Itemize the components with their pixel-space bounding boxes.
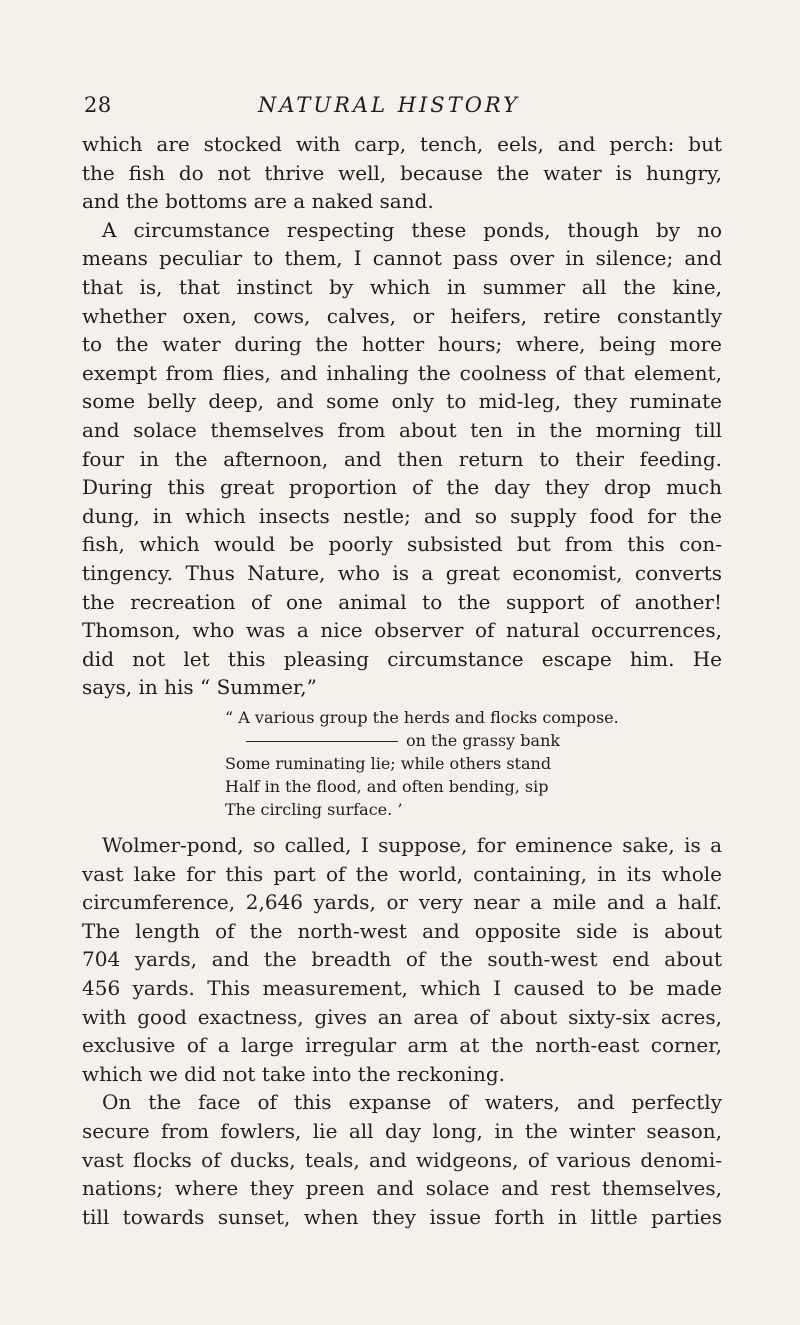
text-line: with good exactness, gives an area of about sixty-six acres, (82, 1004, 722, 1029)
paragraph-circumstance (82, 216, 722, 702)
text-line: The length of the north-west and opposite side is about (82, 918, 722, 943)
text-line: 456 yards. This measurement, which I caused to be made (82, 975, 722, 1000)
quote-line: Some ruminating lie; while others stand (225, 753, 552, 773)
text-line: and the bottoms are a naked sand. (82, 189, 434, 214)
quote-line-text: on the grassy bank (406, 730, 561, 750)
text-line: secure from fowlers, lie all day long, in the winter season, (82, 1118, 722, 1143)
running-head: NATURAL HISTORY (258, 93, 520, 117)
text-line: exclusive of a large irregular arm at the north-east corner, (82, 1033, 722, 1058)
text-line: that is, that instinct by which in summer all the kine, (82, 274, 722, 299)
text-line: some belly deep, and some only to mid-leg, they ruminate (82, 389, 722, 414)
quote-line: “ A various group the herds and flocks compose. (225, 707, 619, 727)
quote-line-elided (82, 729, 722, 752)
text-line: vast lake for this part of the world, containing, in its whole (82, 861, 722, 886)
elision-dash (246, 741, 398, 742)
paragraph-continuation (82, 130, 722, 216)
text-line: the recreation of one animal to the support of another! (82, 589, 722, 614)
body-text-upper (82, 130, 722, 821)
paragraph-expanse (82, 1088, 722, 1231)
text-line: fish, which would be poorly subsisted but from this con- (82, 532, 722, 557)
text-line: exempt from flies, and inhaling the coolness of that element, (82, 360, 722, 385)
text-line: tingency. Thus Nature, who is a great economist, converts (82, 560, 722, 585)
text-line: Wolmer-pond, so called, I suppose, for eminence sake, is a (102, 833, 722, 857)
text-line: and solace themselves from about ten in the morning till (82, 417, 722, 442)
text-line: to the water during the hotter hours; where, being more (82, 332, 722, 357)
text-line: circumference, 2,646 yards, or very near a mile and a half. (82, 890, 722, 915)
page-header (84, 93, 724, 123)
text-line: 704 yards, and the breadth of the south-west end about (82, 947, 722, 972)
text-line: says, in his “ Summer,” (82, 675, 317, 700)
text-line: means peculiar to them, I cannot pass over in silence; and (82, 246, 722, 271)
quote-line: Half in the flood, and often bending, sip (225, 776, 549, 796)
text-line: During this great proportion of the day they drop much (82, 475, 722, 500)
poem-quotation (82, 706, 722, 821)
text-line: the fish do not thrive well, because the water is hungry, (82, 160, 722, 185)
text-line: did not let this pleasing circumstance escape him. He (82, 646, 722, 671)
text-line: which are stocked with carp, tench, eels, and perch: but (82, 132, 722, 156)
page-number: 28 (84, 93, 112, 117)
text-line: vast flocks of ducks, teals, and widgeons, of various denomi- (82, 1147, 722, 1172)
text-line: Thomson, who was a nice observer of natural occurrences, (82, 618, 722, 643)
paragraph-wolmer-pond (82, 831, 722, 1088)
text-line: whether oxen, cows, calves, or heifers, retire constantly (82, 303, 722, 328)
body-text-lower (82, 831, 722, 1231)
text-line: which we did not take into the reckoning. (82, 1061, 505, 1086)
text-line: dung, in which insects nestle; and so supply food for the (82, 503, 722, 528)
text-line: nations; where they preen and solace and rest themselves, (82, 1176, 722, 1201)
text-line: four in the afternoon, and then return to their feeding. (82, 446, 722, 471)
text-line: till towards sunset, when they issue forth in little parties (82, 1204, 722, 1229)
text-line: On the face of this expanse of waters, and perfectly (102, 1090, 722, 1115)
quote-line: The circling surface. ’ (225, 799, 403, 819)
text-line: A circumstance respecting these ponds, though by no (102, 217, 722, 242)
